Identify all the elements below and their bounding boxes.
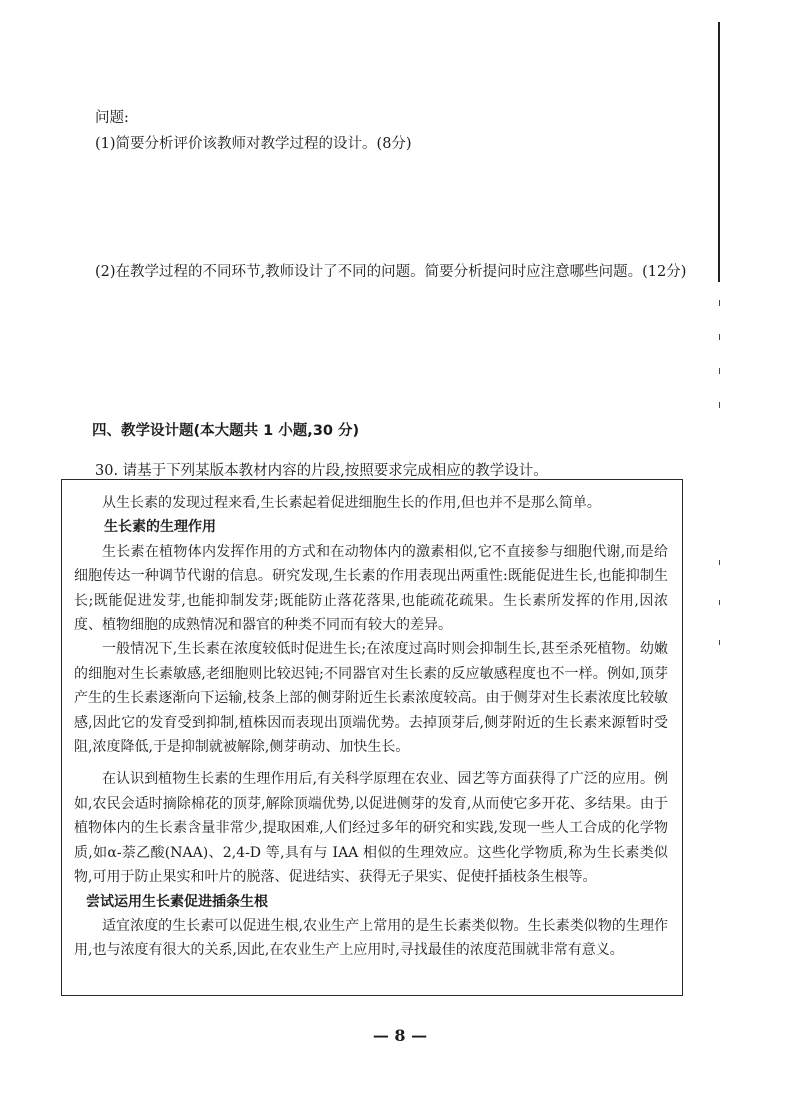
- excerpt-heading-activity: 尝试运用生长素促进插条生根: [86, 893, 268, 910]
- excerpt-paragraph: 一般情况下,生长素在浓度较低时促进生长;在浓度过高时则会抑制生长,甚至杀死植物。幼嫩的细胞对生长素敏感,老细胞则比较迟钝;不同器官对生长素的反应敏感程度也不一样。例如,顶芽产生的生长素逐渐向下运输,枝条上部的侧芽附近生长素浓度较高。由于侧芽对生长素浓度比较敏感,因此它的发育受到抑制,植株因而表现出顶端优势。去掉顶芽后,侧芽附近的生长素来源暂时受阻,浓度降低,于是抑制就被解除,侧芽萌动、加快生长。: [74, 641, 668, 756]
- excerpt-paragraph: 生长素在植物体内发挥作用的方式和在动物体内的激素相似,它不直接参与细胞代谢,而是给细胞传达一种调节代谢的信息。研究发现,生长素的作用表现出两重性:既能促进生长,也能抑制生长;既能促进发芽,也能抑制发芽;既能防止落花落果,也能疏花疏果。生长素所发挥的作用,因浓度、植物细胞的成熟情况和器官的种类不同而有较大的差异。: [74, 543, 668, 634]
- questions-label: 问题:: [95, 110, 129, 126]
- excerpt-paragraph: 在认识到植物生长素的生理作用后,有关科学原理在农业、园艺等方面获得了广泛的应用。例如,农民会适时摘除棉花的顶芽,解除顶端优势,以促进侧芽的发育,从而使它多开花、多结果。由于植物体内的生长素含量非常少,提取困难,人们经过多年的研究和实践,发现一些人工合成的化学物质,如α-萘乙酸(NAA)、2,4-D 等,具有与 IAA 相似的生理效应。这些化学物质,称为生长素类似物,可用于防止果实和叶片的脱落、促进结实、获得无子果实、促使扦插枝条生根等。: [74, 771, 668, 886]
- question-1: (1)简要分析评价该教师对教学过程的设计。(8分): [95, 136, 412, 152]
- scan-edge-mark: [719, 300, 720, 420]
- scan-edge-mark: [719, 560, 720, 680]
- excerpt-paragraph: 适宜浓度的生长素可以促进生根,农业生产上常用的是生长素类似物。生长素类似物的生理作用,也与浓度有很大的关系,因此,在农业生产上应用时,寻找最佳的浓度范围就非常有意义。: [74, 917, 668, 959]
- question-30: 30. 请基于下列某版本教材内容的片段,按照要求完成相应的教学设计。: [95, 463, 548, 479]
- excerpt-heading-physiology: 生长素的生理作用: [104, 519, 216, 536]
- section-title: 四、教学设计题(本大题共 1 小题,30 分): [92, 423, 360, 439]
- question-2: (2)在教学过程的不同环节,教师设计了不同的问题。简要分析提问时应注意哪些问题。(12分): [95, 264, 687, 280]
- scan-edge-line: [718, 22, 720, 282]
- page-number: — 8 —: [372, 1026, 428, 1045]
- textbook-excerpt-box: [61, 479, 683, 996]
- excerpt-intro: 从生长素的发现过程来看,生长素起着促进细胞生长的作用,但也并不是那么简单。: [102, 495, 601, 511]
